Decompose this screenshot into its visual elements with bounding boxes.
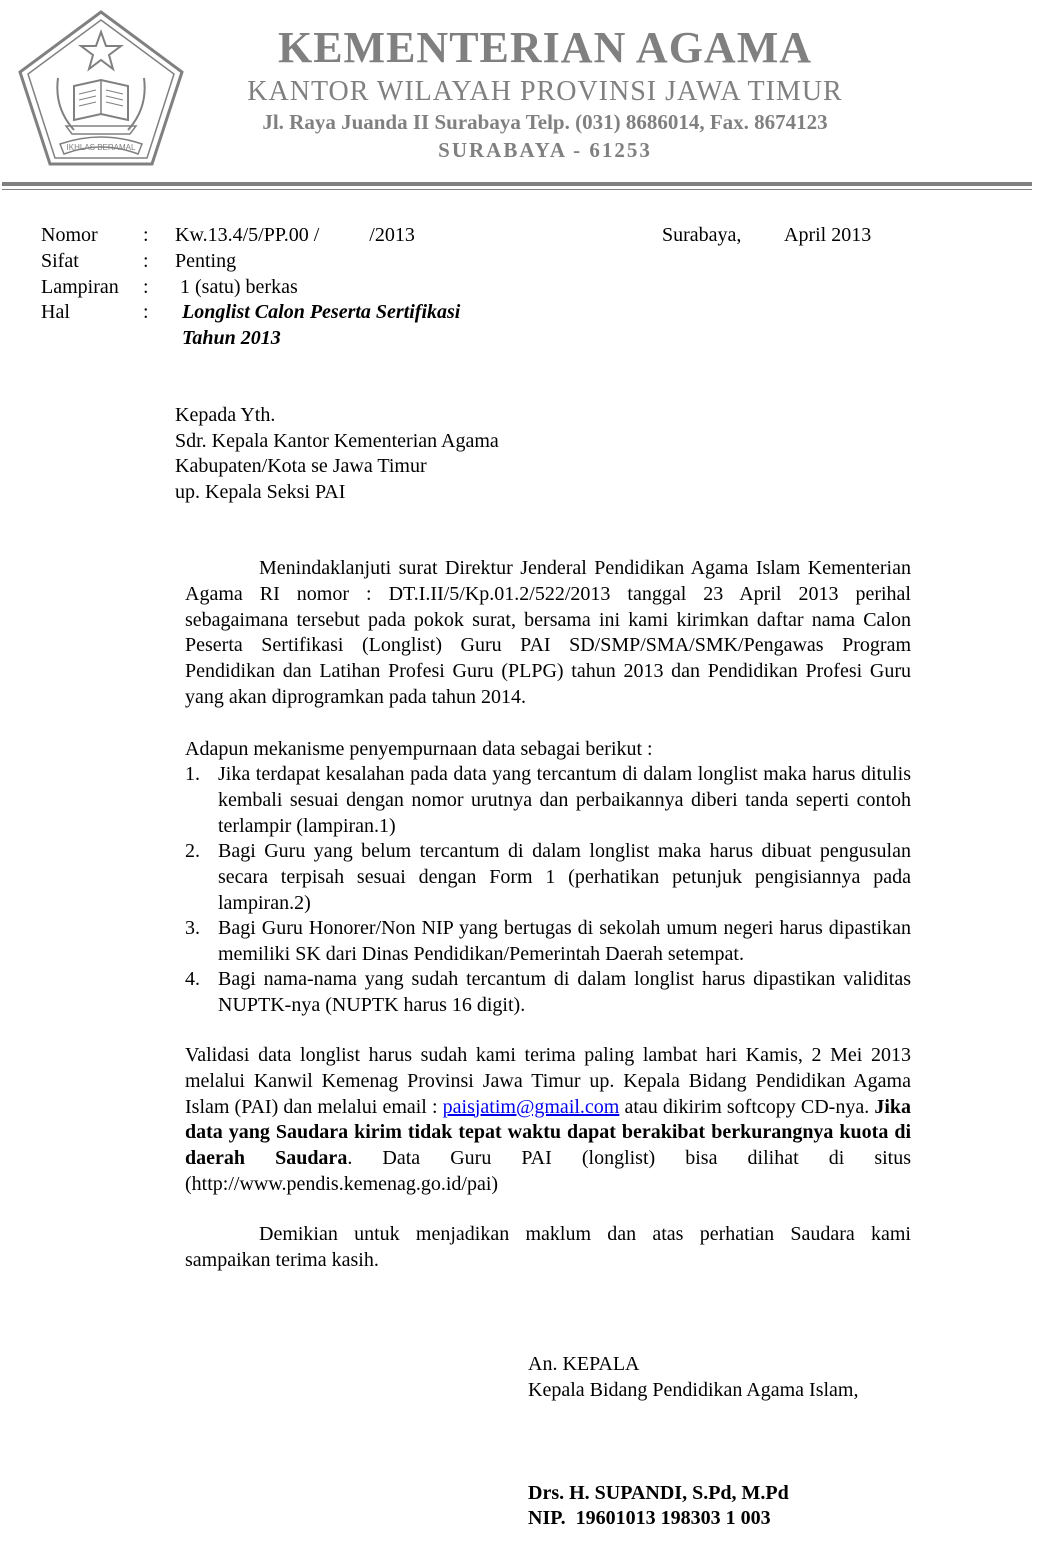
signature-nip: NIP. 19601013 198303 1 003 [528, 1507, 771, 1529]
meta-sep: : [143, 276, 149, 298]
star-icon [81, 32, 121, 69]
meta-label-sifat: Sifat [41, 250, 79, 272]
office-name: KANTOR WILAYAH PROVINSI JAWA TIMUR [247, 76, 843, 107]
letter-date: April 2013 [784, 224, 872, 246]
validation-text: . Data Guru PAI (longlist) bisa dilihat di situs (http://www.pendis.kemenag.go.id/pai) [185, 1147, 912, 1195]
meta-sep: : [143, 250, 149, 272]
recipient-line: up. Kepala Seksi PAI [175, 481, 346, 503]
mechanism-intro: Adapun mekanisme penyempurnaan data sebagai berikut : [185, 738, 653, 760]
meta-label-nomor: Nomor [41, 224, 98, 246]
closing-paragraph: Demikian untuk menjadikan maklum dan atas perhatian Saudara kami sampaikan terima kasih. [185, 1223, 911, 1271]
intro-paragraph: Menindaklanjuti surat Direktur Jenderal Pendidikan Agama Islam Kementerian Agama RI nomor : DT.I.II/5/Kp.01.2/522/2013 tanggal 23 April 2013 perihal sebagaimana tersebut pada pokok surat, bersama ini kami kirimkan daftar nama Calon Peserta Sertifikasi (Longlist) Guru PAI SD/SMP/SMA/SMK/Pengawas Program Pendidikan dan Latihan Profesi Guru (PLPG) tahun 2013 dan Pendidikan Profesi Guru yang akan diprogramkan pada tahun 2014. [185, 557, 911, 708]
meta-value-sifat: Penting [175, 250, 237, 272]
list-item-number: 4. [185, 968, 200, 990]
office-city: SURABAYA - 61253 [438, 138, 652, 162]
meta-sep: : [143, 224, 149, 246]
validation-text: atau dikirim softcopy CD-nya. [619, 1095, 875, 1118]
recipient-line: Kabupaten/Kota se Jawa Timur [175, 455, 427, 477]
letterhead-divider-thin [2, 189, 1032, 190]
recipient-line: Sdr. Kepala Kantor Kementerian Agama [175, 430, 499, 452]
recipient-line: Kepada Yth. [175, 404, 276, 426]
signature-name: Drs. H. SUPANDI, S.Pd, M.Pd [528, 1482, 789, 1504]
meta-label-lampiran: Lampiran [41, 276, 119, 298]
list-item: Bagi nama-nama yang sudah tercantum di dalam longlist harus dipastikan validitas NUPTK-nya (NUPTK harus 16 digit). [218, 968, 911, 1016]
validation-warning: Jika data yang Saudara kirim tidak tepat waktu dapat berakibat berkurangnya kuota di daerah Saudara [185, 1095, 911, 1170]
list-item-number: 3. [185, 917, 200, 939]
list-item-number: 1. [185, 763, 200, 785]
signature-position: Kepala Bidang Pendidikan Agama Islam, [528, 1379, 859, 1401]
list-item-number: 2. [185, 840, 200, 862]
meta-value-hal-line2: Tahun 2013 [182, 327, 281, 349]
meta-value-nomor: Kw.13.4/5/PP.00 / /2013 [175, 224, 415, 246]
list-item: Bagi Guru Honorer/Non NIP yang bertugas di sekolah umum negeri harus dipastikan memiliki SK dari Dinas Pendidikan/Pemerintah Daerah setempat. [218, 917, 911, 965]
meta-label-hal: Hal [41, 301, 70, 323]
validation-text: Validasi data longlist harus sudah kami terima paling lambat hari Kamis, 2 Mei 2013 melalui Kanwil Kemenag Provinsi Jawa Timur up. Kepala Bidang Pendidikan Agama Islam (PAI) dan melalui email : [185, 1044, 911, 1118]
validation-paragraph [185, 1043, 911, 1198]
ministry-name: KEMENTERIAN AGAMA [277, 23, 813, 72]
meta-sep: : [143, 301, 149, 323]
logo-motto: IKHLAS BERAMAL [66, 143, 136, 152]
meta-value-lampiran: 1 (satu) berkas [175, 276, 298, 298]
letterhead-divider [2, 182, 1032, 186]
ministry-logo [14, 8, 188, 168]
meta-value-hal: Longlist Calon Peserta Sertifikasi [182, 301, 461, 323]
list-item: Bagi Guru yang belum tercantum di dalam longlist maka harus dibuat pengusulan secara terpisah sesuai dengan Form 1 (perhatikan petunjuk pengisiannya pada lampiran.2) [218, 840, 911, 914]
email-link[interactable]: paisjatim@gmail.com [442, 1095, 620, 1118]
letter-place: Surabaya, [662, 224, 742, 246]
office-address: Jl. Raya Juanda II Surabaya Telp. (031) 8686014, Fax. 8674123 [262, 110, 828, 134]
signature-on-behalf: An. KEPALA [528, 1353, 640, 1375]
list-item: Jika terdapat kesalahan pada data yang tercantum di dalam longlist maka harus ditulis kembali sesuai dengan nomor urutnya dan perbaikannya diberi tanda seperti contoh terlampir (lampiran.1) [218, 763, 911, 837]
